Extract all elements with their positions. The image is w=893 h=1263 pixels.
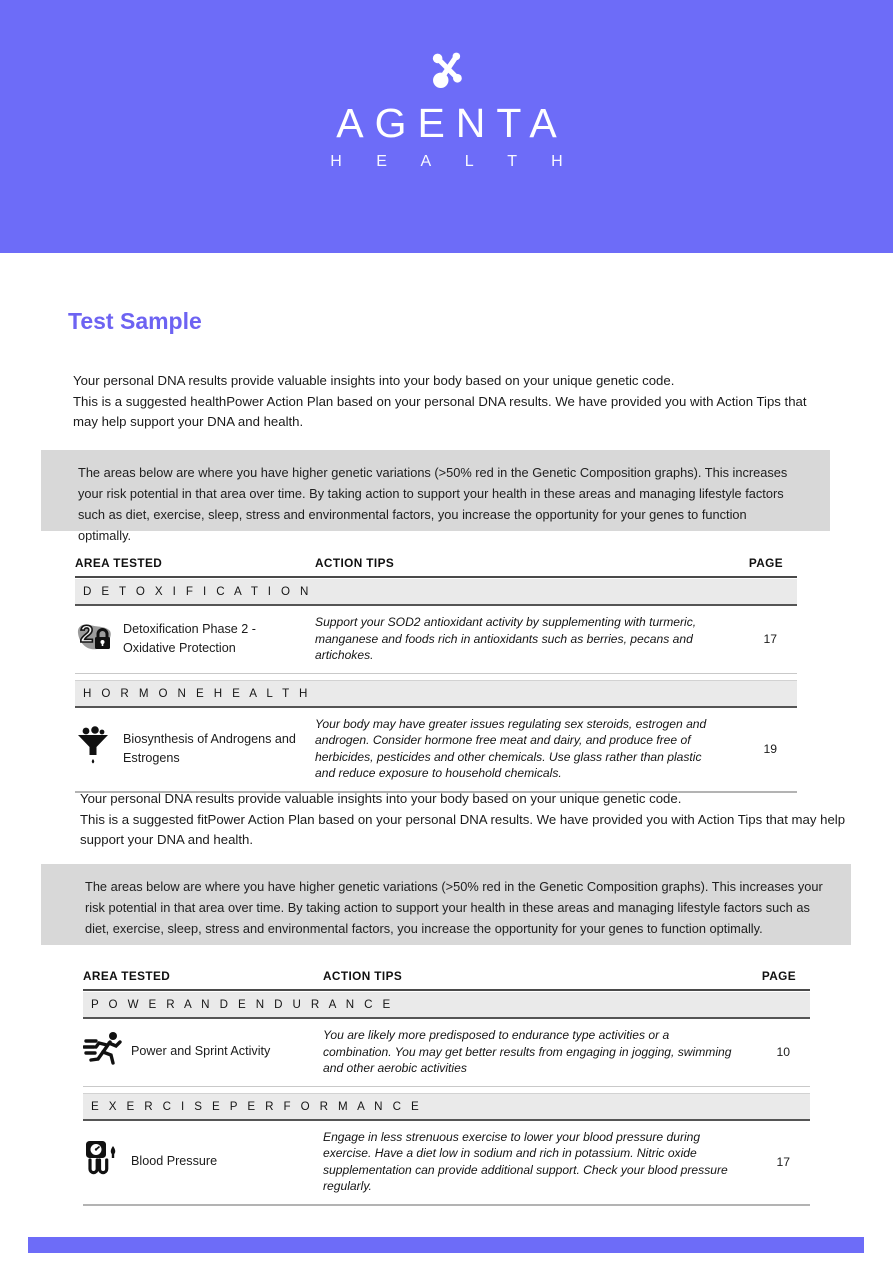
page-number: 10 xyxy=(776,1044,790,1059)
table-row xyxy=(83,1121,810,1206)
intro-paragraph-healthpower xyxy=(73,371,825,433)
blood-pressure-icon xyxy=(83,1138,121,1185)
page-number: 17 xyxy=(763,631,777,646)
table-row xyxy=(75,708,797,793)
table-header-row xyxy=(75,556,797,578)
brand-tagline: H E A L T H xyxy=(330,153,578,170)
table-row xyxy=(75,606,797,674)
svg-text:2: 2 xyxy=(80,621,94,649)
column-header-area-tested: AREA TESTED xyxy=(75,556,163,570)
intro-line: This is a suggested fitPower Action Plan based on your personal DNA results. We have provided you with Action Tips that may help support your DNA and health. xyxy=(80,811,846,847)
area-icon-cell xyxy=(75,617,123,660)
page-number: 17 xyxy=(776,1154,790,1169)
runner-icon xyxy=(83,1030,125,1073)
action-plan-table-fit xyxy=(83,969,810,1206)
risk-note-text: The areas below are where you have higher genetic variations (>50% red in the Genetic Composition graphs). This increases your risk potential in that area over time. By taking action to support your health in these areas and managing lifestyle factors such as diet, exercise, sleep, stress and environmental factors, you increase the opportunity for your genes to function optimally. xyxy=(85,879,823,936)
brand-logo xyxy=(0,48,893,171)
column-header-action-tips: ACTION TIPS xyxy=(315,556,395,570)
section-title: E X E R C I S E P E R F O R M A N C E xyxy=(83,1093,810,1121)
brand-wordmark: AGENTA xyxy=(336,100,568,146)
area-tested-label: Detoxification Phase 2 - Oxidative Protection xyxy=(123,621,257,655)
liver-lock-icon xyxy=(75,617,115,660)
funnel-icon xyxy=(75,726,111,771)
action-tip-text: Support your SOD2 antioxidant activity by supplementing with turmeric, manganese and foods rich in antioxidants such as berries, pecans and artichokes. xyxy=(315,615,697,662)
table-row xyxy=(83,1019,810,1087)
area-icon-cell xyxy=(75,726,123,771)
risk-note-box xyxy=(41,864,851,945)
risk-note-box xyxy=(41,450,830,543)
risk-note-text: The areas below are where you have higher genetic variations (>50% red in the Genetic Composition graphs). This increases your risk potential in that area over time. By taking action to support your health in these areas and managing lifestyle factors such as diet, exercise, sleep, stress and environmental factors, you increase the opportunity for your genes to function optimally. xyxy=(78,465,788,543)
section-title: H O R M O N E H E A L T H xyxy=(75,680,797,708)
hero-banner xyxy=(0,0,893,253)
page-title: Test Sample xyxy=(68,308,202,334)
table-header-row xyxy=(83,969,810,991)
section-title: D E T O X I F I C A T I O N xyxy=(75,579,797,606)
action-tip-text: You are likely more predisposed to endurance type activities or a combination. You may get better results from engaging in jogging, swimming and other aerobic activities xyxy=(323,1028,732,1075)
area-tested-label: Blood Pressure xyxy=(131,1154,218,1168)
action-tip-text: Your body may have greater issues regulating sex steroids, estrogen and androgen. Consider hormone free meat and dairy, and produce free of herbicides, pesticides and other chemicals. Use glass rather than plastic and reduce exposure to household chemicals. xyxy=(315,716,707,780)
molecule-icon xyxy=(422,48,472,98)
intro-line: Your personal DNA results provide valuable insights into your body based on your unique genetic code. xyxy=(80,791,682,806)
area-icon-cell xyxy=(83,1138,131,1185)
page-number: 19 xyxy=(763,741,777,756)
area-tested-label: Biosynthesis of Androgens and Estrogens xyxy=(123,731,296,765)
intro-paragraph-fitpower xyxy=(80,789,858,851)
column-header-action-tips: ACTION TIPS xyxy=(323,969,403,983)
column-header-page: PAGE xyxy=(761,969,796,983)
intro-line: This is a suggested healthPower Action Plan based on your personal DNA results. We have provided you with Action Tips that may help support your DNA and health. xyxy=(73,393,807,429)
area-tested-label: Power and Sprint Activity xyxy=(131,1044,271,1059)
column-header-area-tested: AREA TESTED xyxy=(83,969,171,983)
action-tip-text: Engage in less strenuous exercise to lower your blood pressure during exercise. Have a diet low in sodium and rich in potassium. Nitric oxide supplementation can provide additional support. Check your blood pressure regularly. xyxy=(323,1129,728,1193)
footer-accent-bar xyxy=(28,1237,864,1253)
column-header-page: PAGE xyxy=(748,556,783,570)
section-title: P O W E R A N D E N D U R A N C E xyxy=(83,992,810,1019)
action-plan-table-health xyxy=(75,556,797,793)
area-icon-cell xyxy=(83,1030,131,1073)
intro-line: Your personal DNA results provide valuable insights into your body based on your unique genetic code. xyxy=(73,373,675,388)
